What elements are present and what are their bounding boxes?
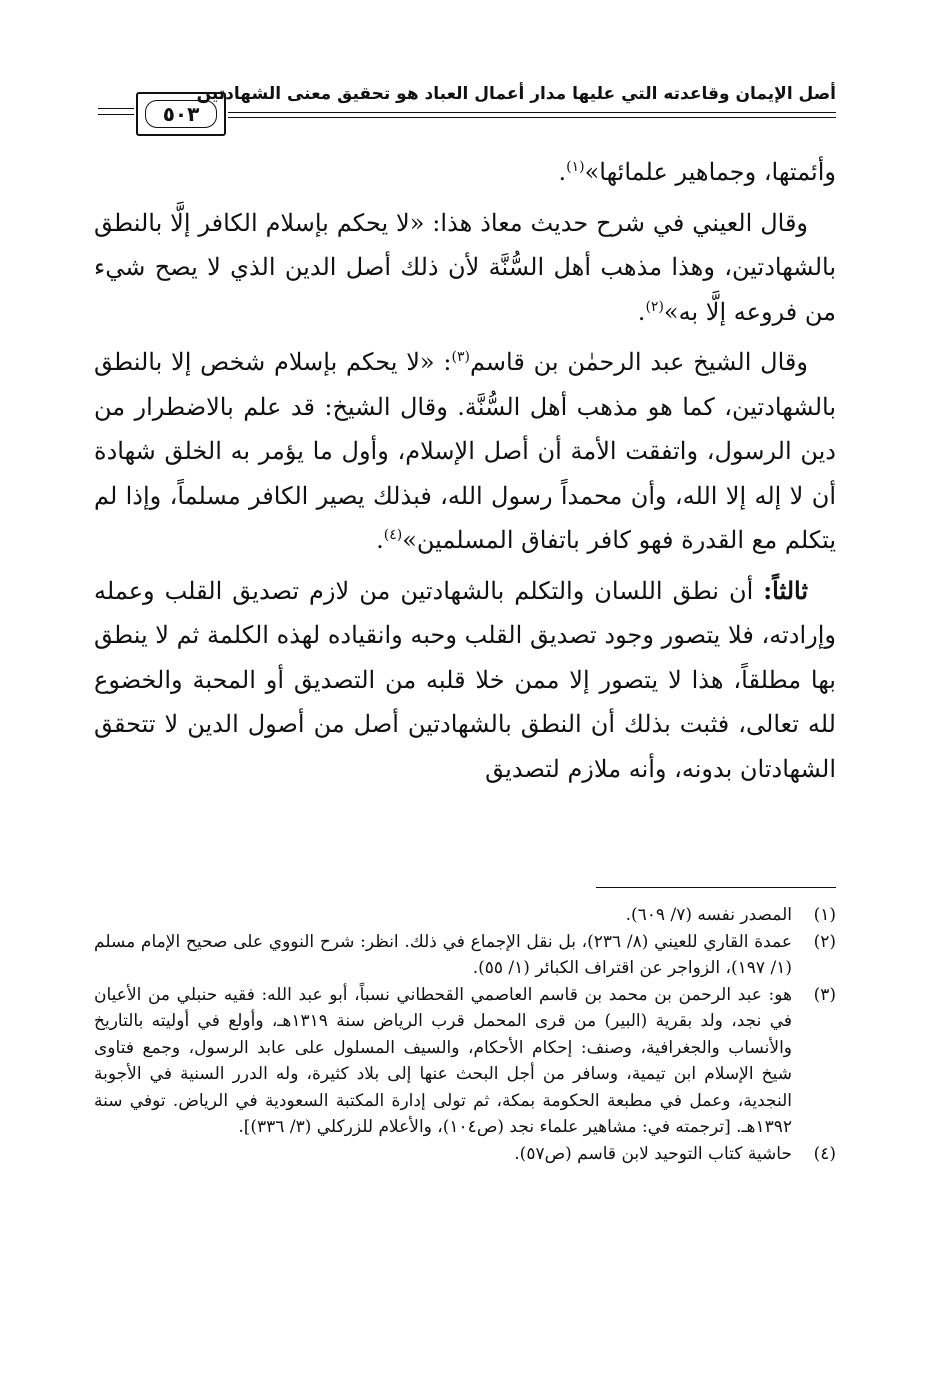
footnote-2-number: (٢) (813, 931, 836, 952)
footnote-2 (94, 929, 836, 982)
footnotes (94, 902, 836, 1167)
footnote-3-number: (٣) (813, 984, 836, 1005)
footnote-2-text: عمدة القاري للعيني (٨/ ٢٣٦)، بل نقل الإجماع في ذلك. انظر: شرح النووي على صحيح الإمام مسلم (١/ ١٩٧)، الزواجر عن اقتراف الكبائر (١/ ٥٥). (94, 931, 792, 978)
page-number: ٥٠٣ (145, 100, 217, 128)
footnote-1 (94, 902, 836, 929)
paragraph-4-lead: ثالثاً: (763, 575, 808, 605)
footnote-3-text: هو: عبد الرحمن بن محمد بن قاسم العاصمي القحطاني نسباً، أبو عبد الله: فقيه حنبلي من الأعيان في نجد، ولد بقرية (البير) من قرى المحمل قرب الرياض سنة ١٣١٩هـ، وأولع في أوليته بالتاريخ والأنساب والجغرافية، وصنف: إحكام الأحكام، والسيف المسلول على عابد الرسول، وجمع فتاوى شيخ الإسلام ابن تيمية، وسافر من أجل البحث عنها إلى بلاد كثيرة، وله الدرر السنية في الأجوبة النجدية، وعمل في مطبعة الحكومة بمكة، ثم تولى إدارة المكتبة السعودية في الرياض. توفي سنة ١٣٩٢هـ. [ترجمته في: مشاهير علماء نجد (ص١٠٤)، والأعلام للزركلي (٣/ ٣٣٦)]. (94, 984, 792, 1137)
footnote-3 (94, 982, 836, 1141)
footnote-separator (596, 887, 836, 888)
paragraph-2-end: . (637, 297, 646, 326)
paragraph-1-text: وأئمتها، وجماهير علمائها» (584, 158, 836, 186)
header-rule-right-top (228, 112, 836, 113)
page-number-frame (136, 92, 226, 136)
footnote-ref-2: (٢) (645, 298, 664, 315)
main-text (94, 150, 836, 797)
paragraph-2 (94, 201, 836, 335)
header-rule-left-top (98, 108, 134, 109)
paragraph-4 (94, 569, 836, 792)
footnote-4-number: (٤) (813, 1143, 836, 1164)
footnote-1-text: المصدر نفسه (٧/ ٦٠٩). (625, 905, 792, 925)
paragraph-1 (94, 150, 836, 195)
footnote-4-text: حاشية كتاب التوحيد لابن قاسم (ص٥٧). (514, 1143, 792, 1164)
paragraph-2-text: وقال العيني في شرح حديث معاذ هذا: «لا يحكم بإسلام الكافر إلَّا بالنطق بالشهادتين، وهذا مذهب أهل السُّنَّة لأن ذلك أصل الدين الذي لا يصح شيء من فروعه إلَّا به» (94, 208, 836, 326)
paragraph-3-quote: : «لا يحكم بإسلام شخص إلا بالنطق بالشهادتين، كما هو مذهب أهل السُّنَّة. وقال الشيخ: قد علم بالاضطرار من دين الرسول، واتفقت الأمة أن أصل الإسلام، وأول ما يؤمر به الخلق شهادة أن لا إله إلا الله، وأن محمداً رسول الله، فبذلك يصير الكافر مسلماً، وإذا لم يتكلم مع القدرة فهو كافر باتفاق المسلمين» (94, 348, 836, 554)
footnote-4 (94, 1141, 836, 1168)
running-title: أصل الإيمان وقاعدته التي عليها مدار أعمال العباد هو تحقيق معنى الشهادتين (196, 84, 836, 104)
footnote-ref-4: (٤) (383, 527, 403, 543)
header-rule-left-bottom (98, 114, 134, 115)
paragraph-4-text: أن نطق اللسان والتكلم بالشهادتين من لازم تصديق القلب وعمله وإرادته، فلا يتصور وجود تصديق القلب وحبه وانقياده لهذه الكلمة ثم لا ينطق بها مطلقاً، هذا لا يتصور إلا ممن خلا قلبه من التصديق أو المحبة والخضوع لله تعالى، فثبت بذلك أن النطق بالشهادتين أصل من أصول الدين لا تتحقق الشهادتان بدونه، وأنه ملازم لتصديق (94, 576, 836, 783)
paragraph-3-end: . (376, 526, 384, 554)
paragraph-3 (94, 340, 836, 563)
paragraph-1-end: . (558, 158, 567, 186)
paragraph-3-start: وقال الشيخ عبد الرحمٰن بن قاسم (469, 348, 808, 376)
page-header (98, 78, 836, 138)
header-rule-right-bottom (228, 117, 836, 118)
footnote-1-number: (١) (813, 905, 836, 925)
footnote-ref-1: (١) (566, 159, 585, 175)
footnote-ref-3: (٣) (451, 349, 470, 365)
